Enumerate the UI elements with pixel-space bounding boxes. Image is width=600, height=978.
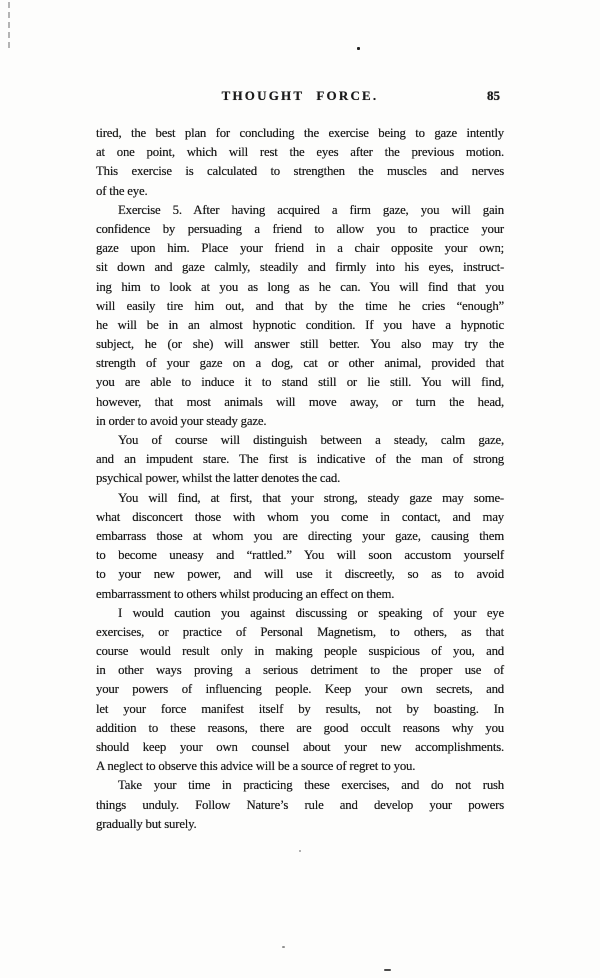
- text-line: You will find, at first, that your strong, steady gaze may some-: [118, 490, 504, 505]
- text-line: ing him to look at you as long as he can. You will find that you: [96, 279, 504, 294]
- text-line: your powers of influencing people. Keep your own secrets, and: [96, 682, 504, 697]
- text-line: embarrassment to others whilst producing an effect on them.: [96, 586, 395, 601]
- text-line: embarrass those at whom you are directing your gaze, causing them: [96, 528, 504, 543]
- text-line: gradually but surely.: [96, 816, 197, 831]
- text-line: to become uneasy and “rattled.” You will soon accustom yourself: [96, 548, 504, 563]
- text-line: This exercise is calculated to strengthen the muscles and nerves: [96, 164, 504, 179]
- text-line: he will be in an almost hypnotic condition. If you have a hypnotic: [96, 317, 504, 332]
- running-title: THOUGHT FORCE.: [221, 88, 379, 103]
- text-line: in order to avoid your steady gaze.: [96, 413, 267, 428]
- scan-speck: [357, 47, 360, 50]
- text-line: confidence by persuading a friend to allow you to practice your: [96, 221, 504, 236]
- page-number: 85: [487, 88, 500, 103]
- scan-speck: [299, 850, 301, 852]
- text-line: you are able to induce it to stand still or lie still. You will find,: [96, 375, 504, 390]
- text-line: should keep your own counsel about your new accomplishments.: [96, 740, 504, 754]
- text-line: of the eye.: [96, 183, 148, 198]
- text-line: strength of your gaze on a dog, cat or other animal, provided that: [96, 356, 504, 371]
- text-line: addition to these reasons, there are good occult reasons why you: [96, 720, 504, 735]
- text-line: at one point, which will rest the eyes after the previous motion.: [96, 145, 504, 160]
- page-body: [96, 124, 504, 834]
- text-line: exercises, or practice of Personal Magnetism, to others, as that: [96, 624, 504, 639]
- text-line: however, that most animals will move away, or turn the head,: [96, 394, 504, 409]
- text-line: gaze upon him. Place your friend in a chair opposite your own;: [96, 241, 504, 256]
- text-line: what disconcert those with whom you come in contact, and may: [96, 509, 504, 524]
- text-line: Exercise 5. After having acquired a firm gaze, you will gain: [118, 202, 504, 217]
- text-line: Take your time in practicing these exercises, and do not rush: [118, 778, 504, 793]
- text-line: and an impudent stare. The first is indicative of the man of strong: [96, 452, 504, 467]
- scan-artifact-line: [8, 2, 10, 48]
- text-line: tired, the best plan for concluding the exercise being to gaze intently: [96, 126, 504, 140]
- text-line: psychical power, whilst the latter denotes the cad.: [96, 471, 341, 486]
- text-line: let your force manifest itself by results, not by boasting. In: [96, 701, 504, 716]
- scan-dash-mark: [384, 969, 391, 971]
- scan-speck: [282, 946, 285, 948]
- text-line: I would caution you against discussing or speaking of your eye: [118, 605, 504, 620]
- text-line: things unduly. Follow Nature’s rule and develop your powers: [96, 797, 504, 812]
- text-line: subject, he (or she) will answer still better. You also may try the: [96, 337, 504, 352]
- text-line: will easily tire him out, and that by the time he cries “enough”: [96, 298, 504, 313]
- text-line: A neglect to observe this advice will be a source of regret to you.: [96, 759, 416, 774]
- text-line: to your new power, and will use it discreetly, so as to avoid: [96, 567, 504, 582]
- page-header: [96, 88, 504, 106]
- text-line: You of course will distinguish between a steady, calm gaze,: [118, 433, 504, 447]
- text-line: sit down and gaze calmly, steadily and firmly into his eyes, instruct-: [96, 260, 504, 275]
- text-line: in other ways proving a serious detriment to the proper use of: [96, 663, 504, 678]
- text-line: course would result only in making people suspicious of you, and: [96, 644, 504, 659]
